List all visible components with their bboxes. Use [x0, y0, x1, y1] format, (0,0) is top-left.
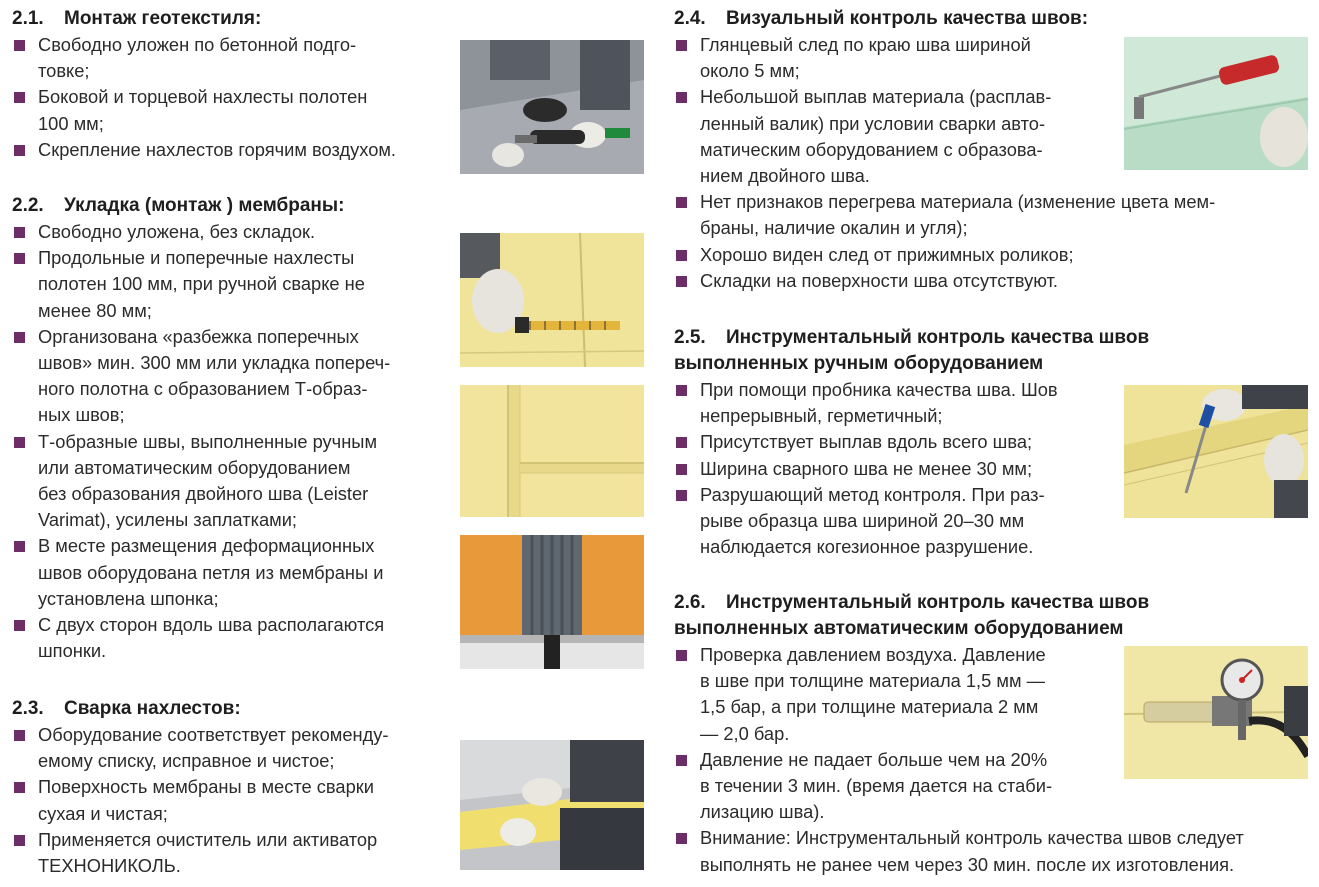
list-item: Свободно уложена, без складок.	[12, 219, 390, 245]
list-item: Организована «разбежка поперечных швов» мин. 300 мм или укладка попереч- ного полотна с образованием Т-образ- ных швов;	[12, 324, 390, 429]
bullet-square-icon	[14, 145, 25, 156]
list-item: При помощи пробника качества шва. Шов непрерывный, герметичный;	[674, 377, 1149, 429]
photo-pressure-test	[1124, 646, 1308, 779]
photo-expansion-joint	[460, 535, 644, 669]
bullet-square-icon	[676, 385, 687, 396]
bullet-square-icon	[676, 276, 687, 287]
list-item: Свободно уложен по бетонной подго- товке;	[12, 32, 396, 84]
photo-seam-roller	[1124, 37, 1308, 170]
bullet-square-icon	[676, 92, 687, 103]
section-heading: 2.2. Укладка (монтаж ) мембраны:	[12, 195, 345, 216]
bullet-square-icon	[14, 782, 25, 793]
list-item: Хорошо виден след от прижимных роликов;	[674, 242, 1215, 268]
section-2-1	[12, 6, 396, 163]
list-item: В месте размещения деформационных швов оборудована петля из мембраны и установлена шпонка;	[12, 533, 390, 612]
bullet-square-icon	[676, 490, 687, 501]
section-heading: 2.4. Визуальный контроль качества швов:	[674, 8, 1089, 29]
bullet-square-icon	[676, 650, 687, 661]
photo-t-joint-seams	[460, 385, 644, 517]
list-item: Продольные и поперечные нахлесты полотен 100 мм, при ручной сварке не менее 80 мм;	[12, 245, 390, 324]
bullet-square-icon	[14, 541, 25, 552]
list-item: Поверхность мембраны в месте сварки сухая и чистая;	[12, 774, 389, 826]
bullet-square-icon	[14, 437, 25, 448]
bullet-square-icon	[14, 620, 25, 631]
list-item: Проверка давлением воздуха. Давление в шве при толщине материала 1,5 мм — 1,5 бар, а при толщине материала 2 мм — 2,0 бар.	[674, 642, 1244, 747]
list-item: Небольшой выплав материала (расплав- ленный валик) при условии сварки авто- матическим оборудованием с образова- нием двойного шва.	[674, 84, 1215, 189]
bullet-list	[12, 32, 396, 163]
bullet-square-icon	[14, 227, 25, 238]
bullet-square-icon	[14, 730, 25, 741]
list-item: Скрепление нахлестов горячим воздухом.	[12, 137, 396, 163]
list-item: Разрушающий метод контроля. При раз- рыве образца шва шириной 20–30 мм наблюдается когезионное разрушение.	[674, 482, 1149, 561]
section-2-2	[12, 193, 390, 664]
bullet-list	[12, 722, 389, 879]
section-heading: 2.6. Инструментальный контроль качества швов выполненных автоматическим оборудованием	[674, 592, 1150, 639]
list-item: Глянцевый след по краю шва шириной около 5 мм;	[674, 32, 1215, 84]
bullet-square-icon	[676, 755, 687, 766]
bullet-list	[674, 377, 1149, 560]
list-item: С двух сторон вдоль шва располагаются шпонки.	[12, 612, 390, 664]
list-item: Т-образные швы, выполненные ручным или автоматическим оборудованием без образования двойного шва (Leister Varimat), усилены заплатками;	[12, 429, 390, 534]
bullet-square-icon	[676, 464, 687, 475]
bullet-square-icon	[14, 332, 25, 343]
bullet-square-icon	[676, 437, 687, 448]
bullet-square-icon	[14, 835, 25, 846]
section-2-3	[12, 696, 389, 879]
bullet-square-icon	[676, 197, 687, 208]
list-item: Давление не падает больше чем на 20% в течении 3 мин. (время дается на стаби- лизацию шва).	[674, 747, 1244, 826]
list-item: Внимание: Инструментальный контроль качества швов следует выполнять не ранее чем через 30 мин. после их изготовления.	[674, 825, 1244, 877]
photo-measuring-overlap	[460, 233, 644, 367]
photo-geotextile-welding	[460, 40, 644, 174]
bullet-square-icon	[676, 833, 687, 844]
list-item: Применяется очиститель или активатор ТЕХНОНИКОЛЬ.	[12, 827, 389, 879]
bullet-list	[12, 219, 390, 664]
list-item: Присутствует выплав вдоль всего шва;	[674, 429, 1149, 455]
list-item: Боковой и торцевой нахлесты полотен 100 мм;	[12, 84, 396, 136]
section-2-5	[674, 325, 1149, 560]
list-item: Складки на поверхности шва отсутствуют.	[674, 268, 1215, 294]
section-heading: 2.5. Инструментальный контроль качества швов выполненных ручным оборудованием	[674, 327, 1150, 374]
photo-manual-welding	[460, 740, 644, 870]
section-heading: 2.3. Сварка нахлестов:	[12, 698, 241, 719]
bullet-square-icon	[676, 250, 687, 261]
bullet-square-icon	[14, 40, 25, 51]
section-heading: 2.1. Монтаж геотекстиля:	[12, 8, 262, 29]
bullet-square-icon	[14, 92, 25, 103]
bullet-square-icon	[676, 40, 687, 51]
list-item: Оборудование соответствует рекоменду- емому списку, исправное и чистое;	[12, 722, 389, 774]
bullet-square-icon	[14, 253, 25, 264]
photo-seam-probe	[1124, 385, 1308, 518]
list-item: Нет признаков перегрева материала (изменение цвета мем- браны, наличие окалин и угля);	[674, 189, 1215, 241]
list-item: Ширина сварного шва не менее 30 мм;	[674, 456, 1149, 482]
